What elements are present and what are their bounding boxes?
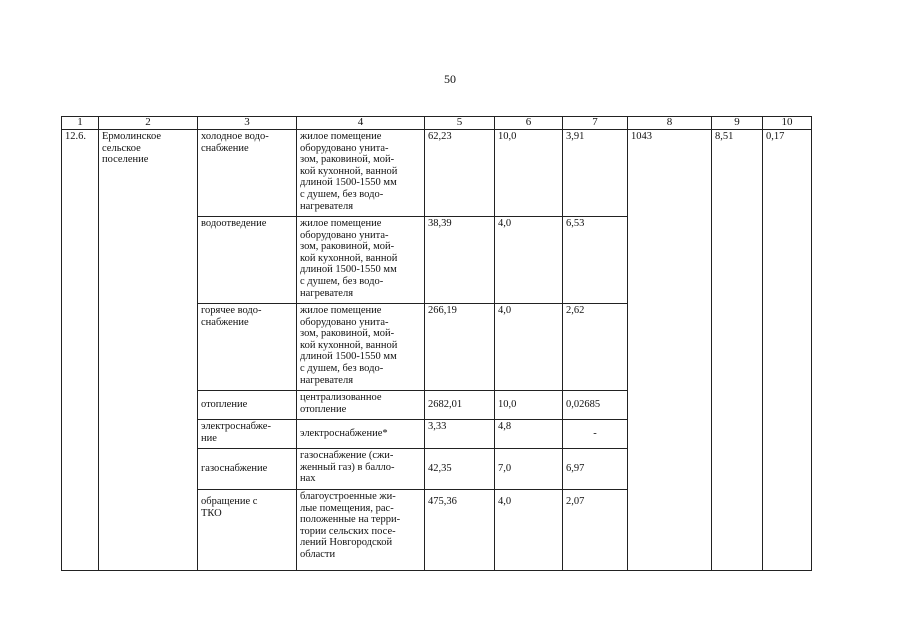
service-name: газоснабжение bbox=[198, 449, 297, 490]
column-header: 5 bbox=[425, 117, 495, 130]
page-number: 50 bbox=[444, 72, 456, 86]
value-cell: 38,39 bbox=[425, 217, 495, 304]
service-name: водоотведение bbox=[198, 217, 297, 304]
indicator-cell: централизованное отопление bbox=[297, 391, 425, 420]
value-cell: 6,97 bbox=[563, 449, 628, 490]
indicator-cell: жилое помещение оборудовано унита- зом, раковиной, мой- кой кухонной, ванной длиной 1500-1550 мм с душем, без водо- нагревателя bbox=[297, 130, 425, 217]
value-cell: 266,19 bbox=[425, 304, 495, 391]
service-name: холодное водо- снабжение bbox=[198, 130, 297, 217]
indicator-cell: жилое помещение оборудовано унита- зом, раковиной, мой- кой кухонной, ванной длиной 1500-1550 мм с душем, без водо- нагревателя bbox=[297, 304, 425, 391]
value-cell: 8,51 bbox=[712, 130, 763, 571]
column-header: 8 bbox=[628, 117, 712, 130]
service-name: горячее водо- снабжение bbox=[198, 304, 297, 391]
column-header: 3 bbox=[198, 117, 297, 130]
service-name: электроснабже- ние bbox=[198, 420, 297, 449]
value-cell: 10,0 bbox=[495, 130, 563, 217]
value-cell: 4,8 bbox=[495, 420, 563, 449]
row-number: 12.6. bbox=[62, 130, 99, 571]
value-cell: - bbox=[563, 420, 628, 449]
tariff-table bbox=[61, 116, 812, 571]
header-row bbox=[62, 117, 812, 130]
value-cell: 62,23 bbox=[425, 130, 495, 217]
value-cell: 2,07 bbox=[563, 490, 628, 571]
value-cell: 42,35 bbox=[425, 449, 495, 490]
column-header: 1 bbox=[62, 117, 99, 130]
service-name: отопление bbox=[198, 391, 297, 420]
value-cell: 1043 bbox=[628, 130, 712, 571]
settlement-name: Ермолинское сельское поселение bbox=[99, 130, 198, 571]
value-cell: 4,0 bbox=[495, 304, 563, 391]
value-cell: 475,36 bbox=[425, 490, 495, 571]
value-cell: 2,62 bbox=[563, 304, 628, 391]
column-header: 2 bbox=[99, 117, 198, 130]
column-header: 7 bbox=[563, 117, 628, 130]
value-cell: 2682,01 bbox=[425, 391, 495, 420]
column-header: 9 bbox=[712, 117, 763, 130]
value-cell: 4,0 bbox=[495, 490, 563, 571]
column-header: 6 bbox=[495, 117, 563, 130]
value-cell: 6,53 bbox=[563, 217, 628, 304]
value-cell: 0,17 bbox=[763, 130, 812, 571]
value-cell: 3,33 bbox=[425, 420, 495, 449]
value-cell: 4,0 bbox=[495, 217, 563, 304]
value-cell: 7,0 bbox=[495, 449, 563, 490]
service-name: обращение с ТКО bbox=[198, 490, 297, 571]
indicator-cell: благоустроенные жи- лые помещения, рас- положенные на терри- тории сельских посе- лений Новгородской области bbox=[297, 490, 425, 571]
value-cell: 10,0 bbox=[495, 391, 563, 420]
table-row bbox=[62, 130, 812, 217]
indicator-cell: газоснабжение (сжи- женный газ) в балло- нах bbox=[297, 449, 425, 490]
column-header: 4 bbox=[297, 117, 425, 130]
column-header: 10 bbox=[763, 117, 812, 130]
indicator-cell: электроснабжение* bbox=[297, 420, 425, 449]
indicator-cell: жилое помещение оборудовано унита- зом, раковиной, мой- кой кухонной, ванной длиной 1500-1550 мм с душем, без водо- нагревателя bbox=[297, 217, 425, 304]
value-cell: 0,02685 bbox=[563, 391, 628, 420]
value-cell: 3,91 bbox=[563, 130, 628, 217]
